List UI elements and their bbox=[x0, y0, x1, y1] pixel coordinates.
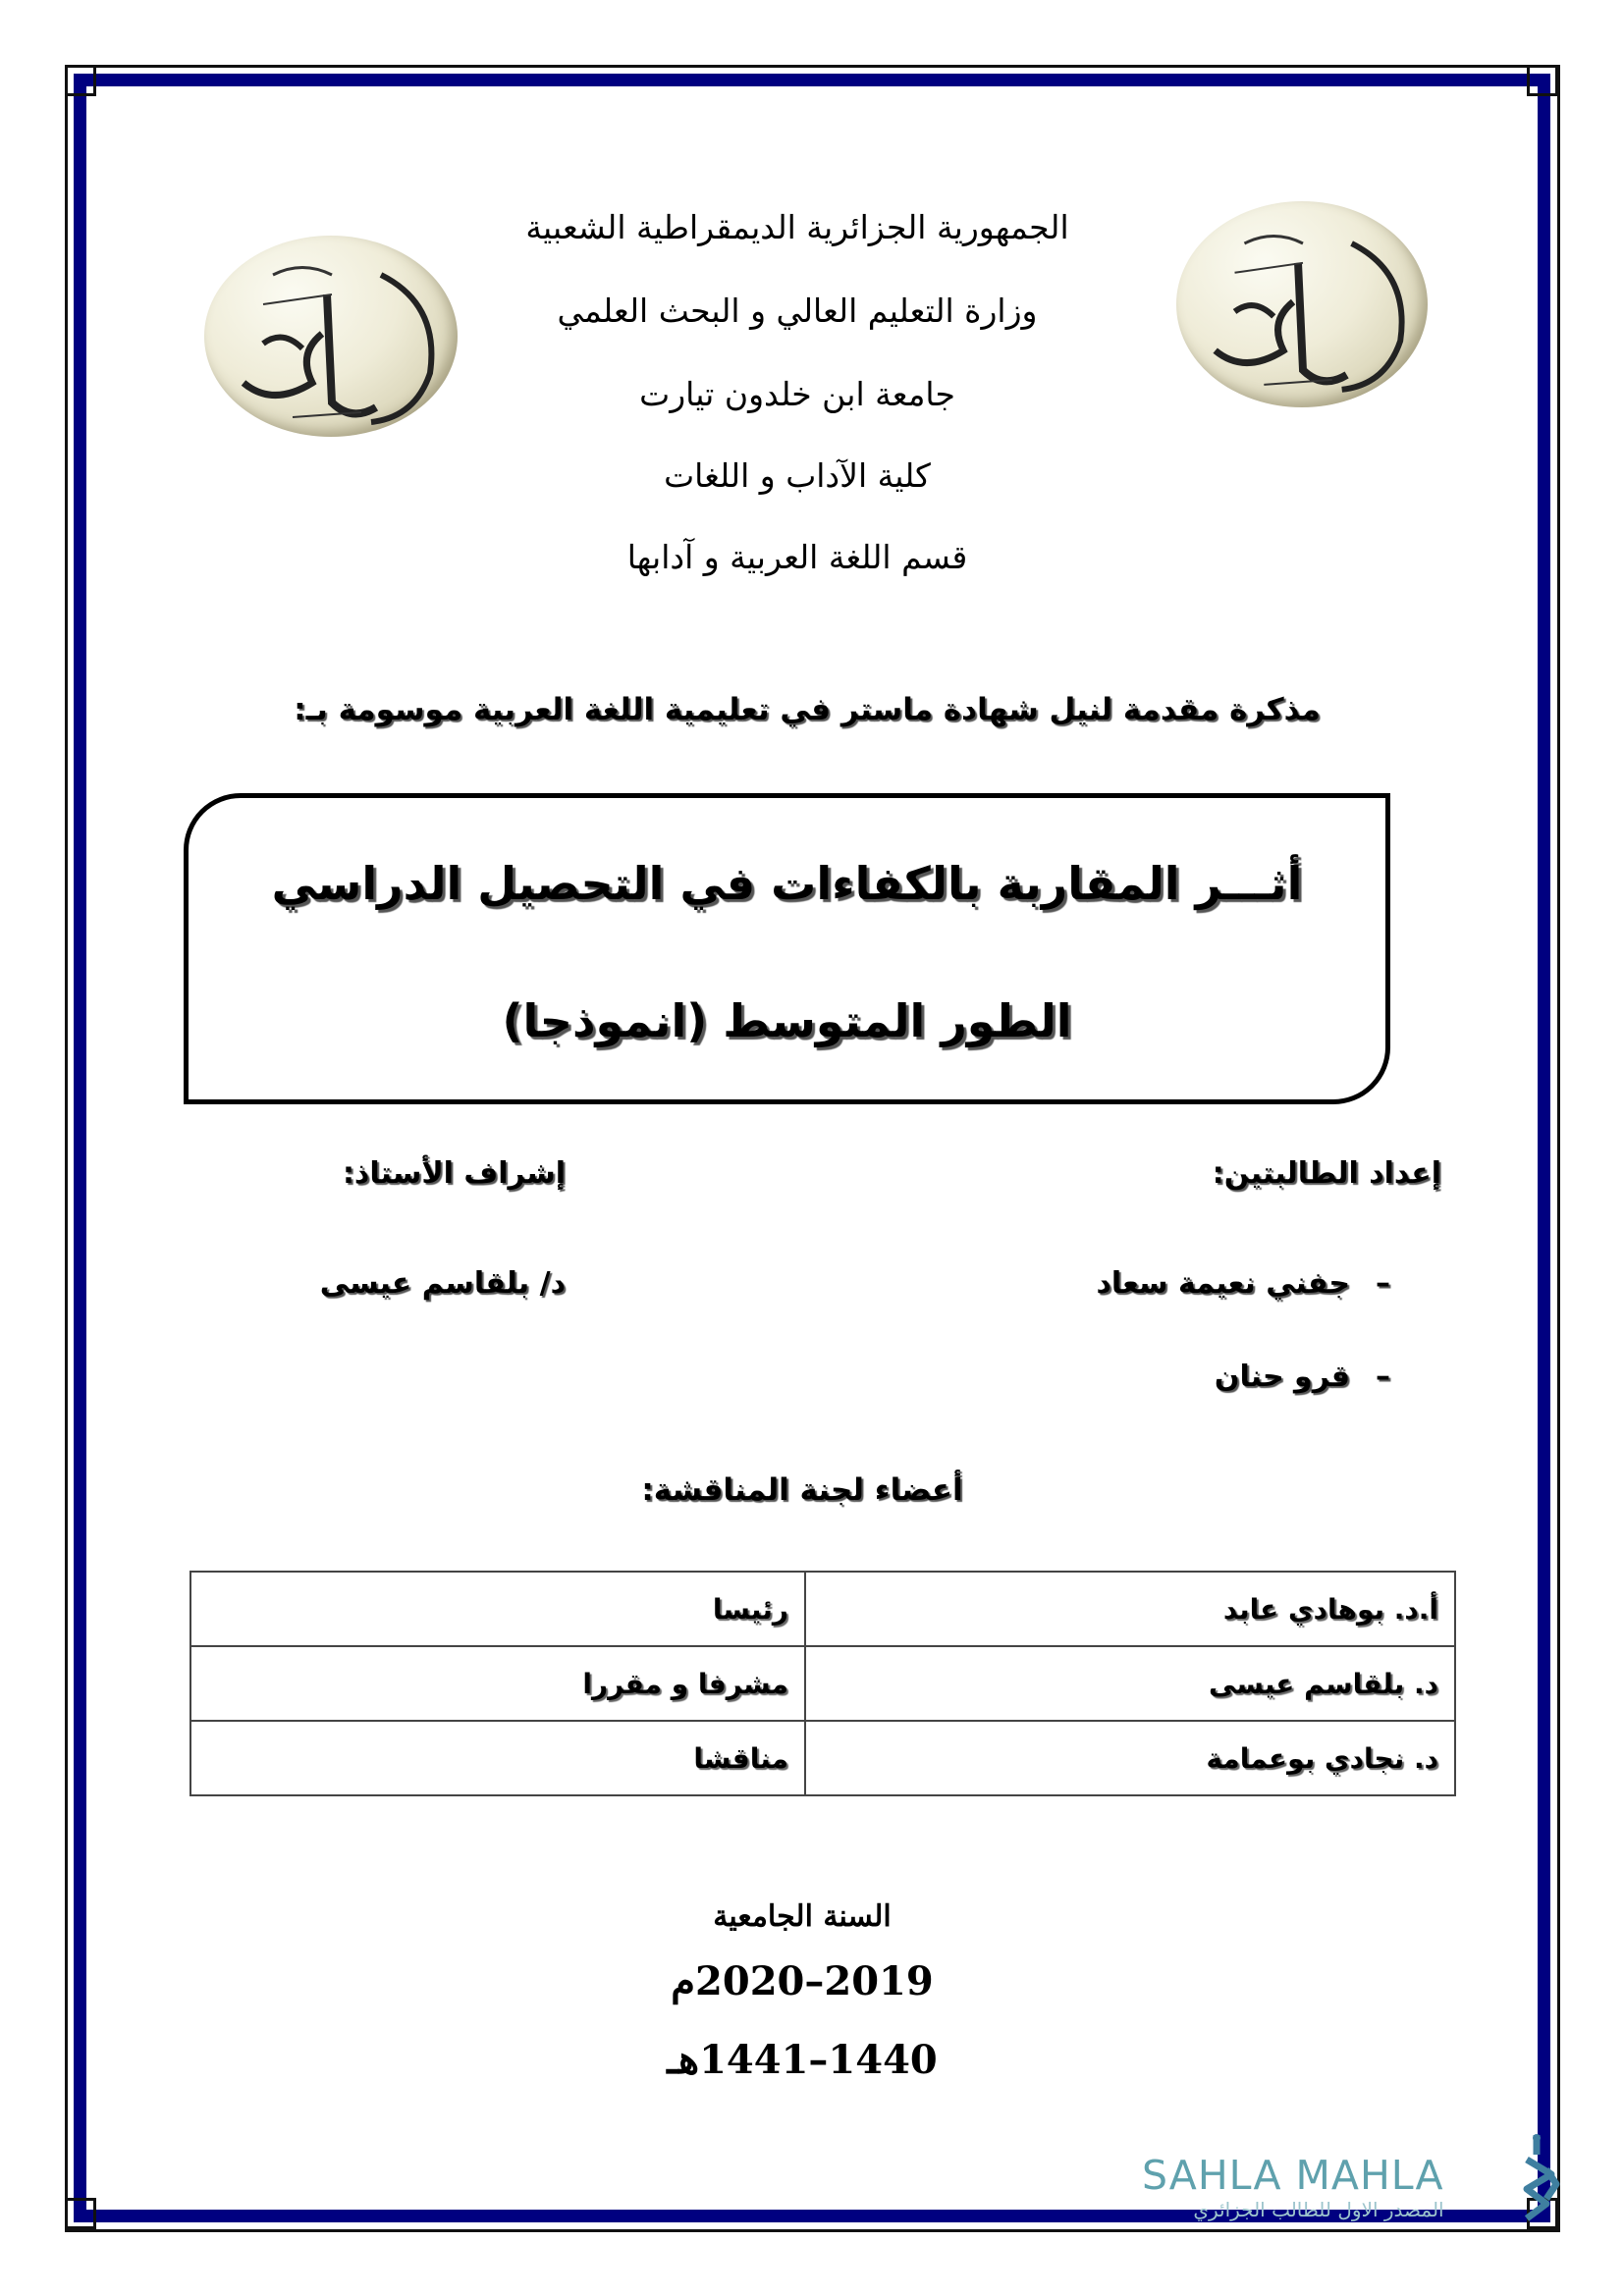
committee-label: أعضاء لجنة المناقشة: bbox=[641, 1472, 963, 1508]
thesis-title-line-2: الطور المتوسط (انموذجا) bbox=[502, 994, 1072, 1047]
header-university: جامعة ابن خلدون تيارت bbox=[639, 375, 955, 413]
committee-table bbox=[189, 1571, 1456, 1796]
sahla-mahla-logo-icon bbox=[1507, 2130, 1566, 2228]
table-row bbox=[190, 1646, 1455, 1721]
bullet-dash: – bbox=[1376, 1360, 1390, 1394]
watermark-subtitle: المصدر الاول للطالب الجزائري bbox=[1193, 2198, 1444, 2221]
academic-year-gregorian: 2019–2020م bbox=[671, 1958, 934, 2004]
header-faculty: كلية الآداب و اللغات bbox=[664, 456, 931, 495]
committee-member-name: د. بلقاسم عيسى bbox=[805, 1646, 1455, 1721]
header-department: قسم اللغة العربية و آدابها bbox=[626, 538, 968, 576]
frame-corner-ornament bbox=[65, 2198, 96, 2229]
watermark-title: SAHLA MAHLA bbox=[1142, 2152, 1444, 2199]
thesis-title-box bbox=[184, 793, 1390, 1104]
sahla-mahla-watermark bbox=[1142, 2152, 1444, 2221]
thesis-intro: مذكرة مقدمة لنيل شهادة ماستر في تعليمية اللغة العربية موسومة بـ: bbox=[294, 692, 1321, 727]
committee-member-name: أ.د. بوهادي عابد bbox=[805, 1572, 1455, 1646]
table-row bbox=[190, 1572, 1455, 1646]
academic-year-label: السنة الجامعية bbox=[713, 1899, 892, 1934]
committee-member-role: مناقشا bbox=[190, 1721, 805, 1795]
bullet-dash: – bbox=[1376, 1266, 1390, 1301]
header-republic: الجمهورية الجزائرية الديمقراطية الشعبية bbox=[525, 208, 1069, 246]
header-ministry: وزارة التعليم العالي و البحث العلمي bbox=[557, 292, 1038, 330]
student-name-2: –قرو حنان bbox=[1214, 1360, 1390, 1394]
frame-corner-ornament bbox=[1527, 65, 1558, 96]
student-name-1: –جفني نعيمة سعاد bbox=[1096, 1266, 1390, 1301]
committee-member-role: مشرفا و مقررا bbox=[190, 1646, 805, 1721]
table-row bbox=[190, 1721, 1455, 1795]
supervisor-name: د/ بلقاسم عيسى bbox=[319, 1266, 566, 1301]
students-label: إعداد الطالبتين: bbox=[1212, 1156, 1441, 1191]
thesis-title-line-1: أثـــر المقاربة بالكفاءات في التحصيل الدراسي bbox=[271, 857, 1303, 910]
committee-member-name: د. نجادي بوعمامة bbox=[805, 1721, 1455, 1795]
academic-year-hijri: 1440–1441هـ bbox=[667, 2037, 938, 2083]
frame-corner-ornament bbox=[65, 65, 96, 96]
supervisor-label: إشراف الأستاذ: bbox=[342, 1156, 566, 1191]
committee-member-role: رئيسا bbox=[190, 1572, 805, 1646]
